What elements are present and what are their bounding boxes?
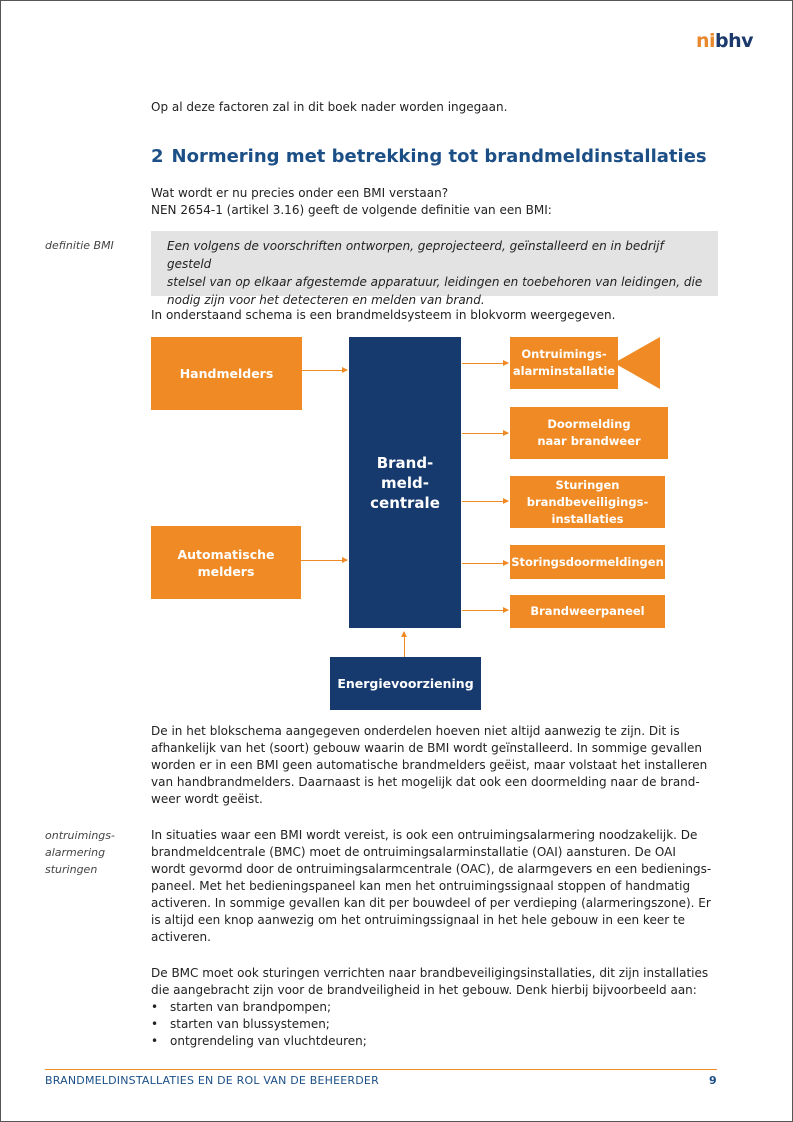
section-number: 2 xyxy=(151,146,164,167)
centrale-line: meld- xyxy=(381,473,429,492)
arrow-doormelding xyxy=(462,433,508,434)
paragraph-line: brandmeldcentrale (BMC) moet de ontruimingsalarminstallatie (OAI) aansturen. De OAI xyxy=(151,845,676,859)
box-line: Doormelding xyxy=(547,417,631,431)
margin-note-ontruiming xyxy=(45,827,145,878)
margin-line: sturingen xyxy=(45,863,98,876)
margin-note-definition: definitie BMI xyxy=(45,239,114,252)
paragraph-line: wordt gevormd door de ontruimingsalarmcentrale (OAC), de alarmgevers en een bedienings- xyxy=(151,862,712,876)
box-line: alarminstallatie xyxy=(512,364,616,378)
box-line: melders xyxy=(197,563,255,579)
intro-text: Op al deze factoren zal in dit boek nader worden ingegaan. xyxy=(151,100,508,114)
horn-icon xyxy=(614,337,660,389)
nibhv-logo: nibhv xyxy=(696,30,754,52)
margin-line: ontruimings- xyxy=(45,829,115,842)
box-line: Ontruimings- xyxy=(521,347,607,361)
box-ontruimingsalarminstallatie xyxy=(510,337,618,389)
section-title: Normering met betrekking tot brandmeldinstallaties xyxy=(171,146,707,167)
arrow-sturingen xyxy=(462,501,508,502)
paragraph-line: paneel. Met het bedieningspaneel kan men het ontruimingssignaal stoppen of handmatig xyxy=(151,879,691,893)
footer-title: BRANDMELDINSTALLATIES EN DE ROL VAN DE BEHEERDER xyxy=(45,1074,379,1087)
box-automatische-melders xyxy=(151,526,301,599)
box-sturingen xyxy=(510,476,665,528)
arrow-energie xyxy=(404,632,405,657)
section-heading xyxy=(151,146,707,167)
margin-line: alarmering xyxy=(45,846,106,859)
arrow-storings xyxy=(462,563,508,564)
question-line: Wat wordt er nu precies onder een BMI verstaan? xyxy=(151,186,449,200)
paragraph-line: die aangebracht zijn voor de brandveiligheid in het gebouw. Denk hierbij bijvoorbeeld aan: xyxy=(151,983,697,997)
box-doormelding xyxy=(510,407,668,459)
box-line: brandbeveiligings- xyxy=(526,494,649,509)
paragraph-sturingen xyxy=(151,965,721,999)
question-line: NEN 2654-1 (artikel 3.16) geeft de volgende definitie van een BMI: xyxy=(151,203,552,217)
paragraph-line: In situaties waar een BMI wordt vereist, is ook een ontruimingsalarmering noodzakelijk. De xyxy=(151,828,698,842)
paragraph-line: activeren. xyxy=(151,930,211,944)
question-text xyxy=(151,185,721,219)
box-storingsdoormeldingen: Storingsdoormeldingen xyxy=(510,545,665,579)
bullet-list xyxy=(151,999,367,1050)
schema-intro: In onderstaand schema is een brandmeldsysteem in blokvorm weergegeven. xyxy=(151,308,616,322)
centrale-line: centrale xyxy=(370,493,440,512)
definition-line: nodig zijn voor het detecteren en melden van brand. xyxy=(167,293,485,307)
definition-line: stelsel van op elkaar afgestemde apparatuur, leidingen en toebehoren van leidingen, die xyxy=(167,275,703,289)
paragraph-line: afhankelijk van het (soort) gebouw waarin de BMI wordt geïnstalleerd. In sommige gevallen xyxy=(151,741,702,755)
box-brandweerpaneel: Brandweerpaneel xyxy=(510,595,665,628)
paragraph-line: van handbrandmelders. Daarnaast is het mogelijk dat ook een doormelding naar de brand- xyxy=(151,775,700,789)
centrale-line: Brand- xyxy=(376,453,434,472)
arrow-automatische xyxy=(301,560,347,561)
box-line: Sturingen xyxy=(555,477,620,492)
arrow-brandweerpaneel xyxy=(462,610,508,611)
paragraph-line: De BMC moet ook sturingen verrichten naar brandbeveiligingsinstallaties, dit zijn installaties xyxy=(151,966,709,980)
footer-rule xyxy=(45,1069,717,1070)
paragraph-line: De in het blokschema aangegeven onderdelen hoeven niet altijd aanwezig te zijn. Dit is xyxy=(151,724,680,738)
paragraph-line: is altijd een knop aanwezig om het ontruimingssignaal in het hele gebouw in een keer te xyxy=(151,913,686,927)
paragraph-line: activeren. In sommige gevallen kan dit per bouwdeel of per verdieping (alarmeringszone). Er xyxy=(151,896,711,910)
list-item: • starten van blussystemen; xyxy=(151,1016,367,1033)
box-line: naar brandweer xyxy=(537,434,641,448)
paragraph-line: worden er in een BMI geen automatische brandmelders geëist, maar volstaat het installeren xyxy=(151,758,708,772)
list-item: • starten van brandpompen; xyxy=(151,999,367,1016)
box-line: installaties xyxy=(551,511,624,526)
paragraph-line: weer wordt geëist. xyxy=(151,792,263,806)
page-number: 9 xyxy=(709,1074,717,1087)
arrow-handmelders xyxy=(302,370,347,371)
paragraph-ontruiming xyxy=(151,827,721,946)
box-brandmeldcentrale xyxy=(349,337,461,628)
box-line: Automatische xyxy=(177,546,275,562)
list-item: • ontgrendeling van vluchtdeuren; xyxy=(151,1033,367,1050)
box-handmelders: Handmelders xyxy=(151,337,302,410)
arrow-ontruimings xyxy=(462,363,508,364)
box-energievoorziening: Energievoorziening xyxy=(330,657,481,710)
definition-line: Een volgens de voorschriften ontworpen, geprojecteerd, geïnstalleerd en in bedrijf gesteld xyxy=(167,239,664,271)
paragraph-blokschema xyxy=(151,723,721,808)
definition-quote xyxy=(151,231,718,307)
